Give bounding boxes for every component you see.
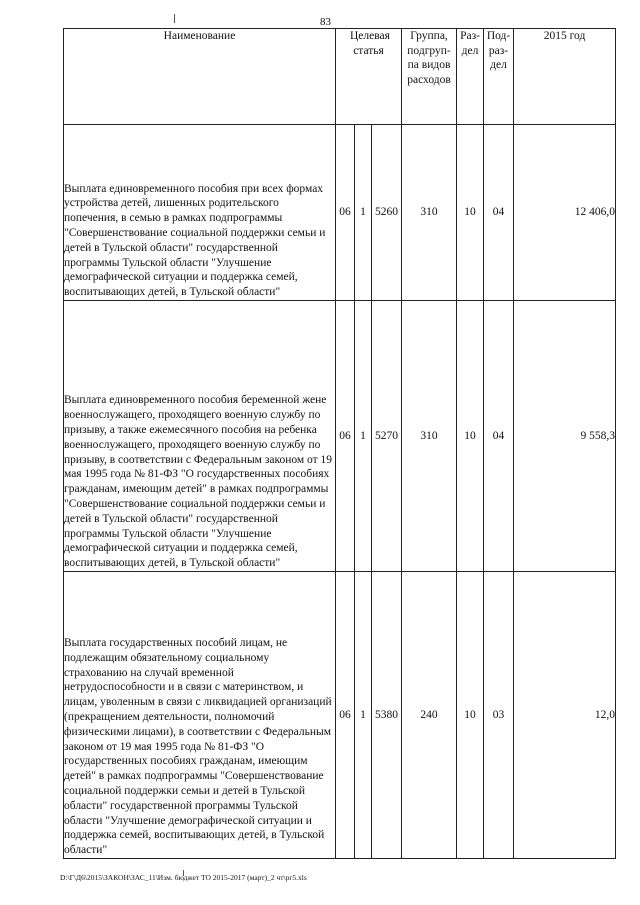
header-year: 2015 год	[514, 29, 616, 125]
row-name: Выплата единовременного пособия беременной жене военнослужащего, проходящего военную службу по призыву, а также ежемесячного пособия на ребенка военнослужащего, проходящего военную службу по призыву, в соответствии с Федеральным законом от 19 мая 1995 года № 81-ФЗ "О государственных пособиях гражданам, имеющим детей" в рамках подпрограммы "Совершенствование социальной поддержки семьи и детей в Тульской области" государственной программы Тульской области "Улучшение демографической ситуации и поддержка семей, воспитывающих детей, в Тульской области"	[64, 301, 336, 572]
budget-table	[63, 28, 616, 859]
header-group: Группа, подгруп-па видов расходов	[402, 29, 457, 125]
margin-tick-top	[174, 14, 175, 23]
row-art3: 5380	[372, 572, 402, 859]
header-target-article	[336, 29, 402, 125]
row-art2: 1	[355, 301, 372, 572]
table-row	[64, 572, 616, 859]
row-amount: 12,0	[514, 572, 616, 859]
row-group: 310	[402, 125, 457, 301]
row-art3: 5270	[372, 301, 402, 572]
row-name: Выплата единовременного пособия при всех формах устройства детей, лишенных родительского попечения, в семью в рамках подпрограммы "Совершенствование социальной поддержки семьи и детей в Тульской области" государственной программы Тульской области "Улучшение демографической ситуации и поддержка семей, воспитывающих детей, в Тульской области"	[64, 125, 336, 301]
row-subsection: 04	[484, 125, 514, 301]
row-section: 10	[457, 301, 484, 572]
row-art2: 1	[355, 125, 372, 301]
page-number: 83	[320, 16, 331, 28]
row-art1: 06	[336, 572, 355, 859]
row-art1: 06	[336, 301, 355, 572]
header-row	[64, 29, 616, 125]
header-target-article-text: Целевая статья	[350, 30, 390, 57]
row-section: 10	[457, 125, 484, 301]
row-group: 240	[402, 572, 457, 859]
row-name: Выплата государственных пособий лицам, не подлежащим обязательному социальному страхованию на случай временной нетрудоспособности и в связи с материнством, и лицам, уволенным в связи с ликвидацией организаций (прекращением деятельности, полномочий физическими лицами), в соответствии с Федеральным законом от 19 мая 1995 года № 81-ФЗ "О государственных пособиях гражданам, имеющим детей" в рамках подпрограммы "Совершенствование социальной поддержки семьи и детей в Тульской области" государственной программы Тульской области "Улучшение демографической ситуации и поддержка семей, воспитывающих детей, в Тульской области"	[64, 572, 336, 859]
header-name: Наименование	[64, 29, 336, 125]
row-subsection: 04	[484, 301, 514, 572]
row-art3: 5260	[372, 125, 402, 301]
row-amount: 9 558,3	[514, 301, 616, 572]
row-art1: 06	[336, 125, 355, 301]
row-group: 310	[402, 301, 457, 572]
row-art2: 1	[355, 572, 372, 859]
table-row	[64, 125, 616, 301]
header-subsection: Под-раз-дел	[484, 29, 514, 125]
header-section: Раз-дел	[457, 29, 484, 125]
file-path-footer: D:\Г\Д6\2015\ЗАКОН\ЗАС_11\Изм. бюджет ТО 2015-2017 (март)_2 чт\рг5.xls	[60, 873, 307, 882]
row-section: 10	[457, 572, 484, 859]
row-amount: 12 406,0	[514, 125, 616, 301]
row-subsection: 03	[484, 572, 514, 859]
table-row	[64, 301, 616, 572]
